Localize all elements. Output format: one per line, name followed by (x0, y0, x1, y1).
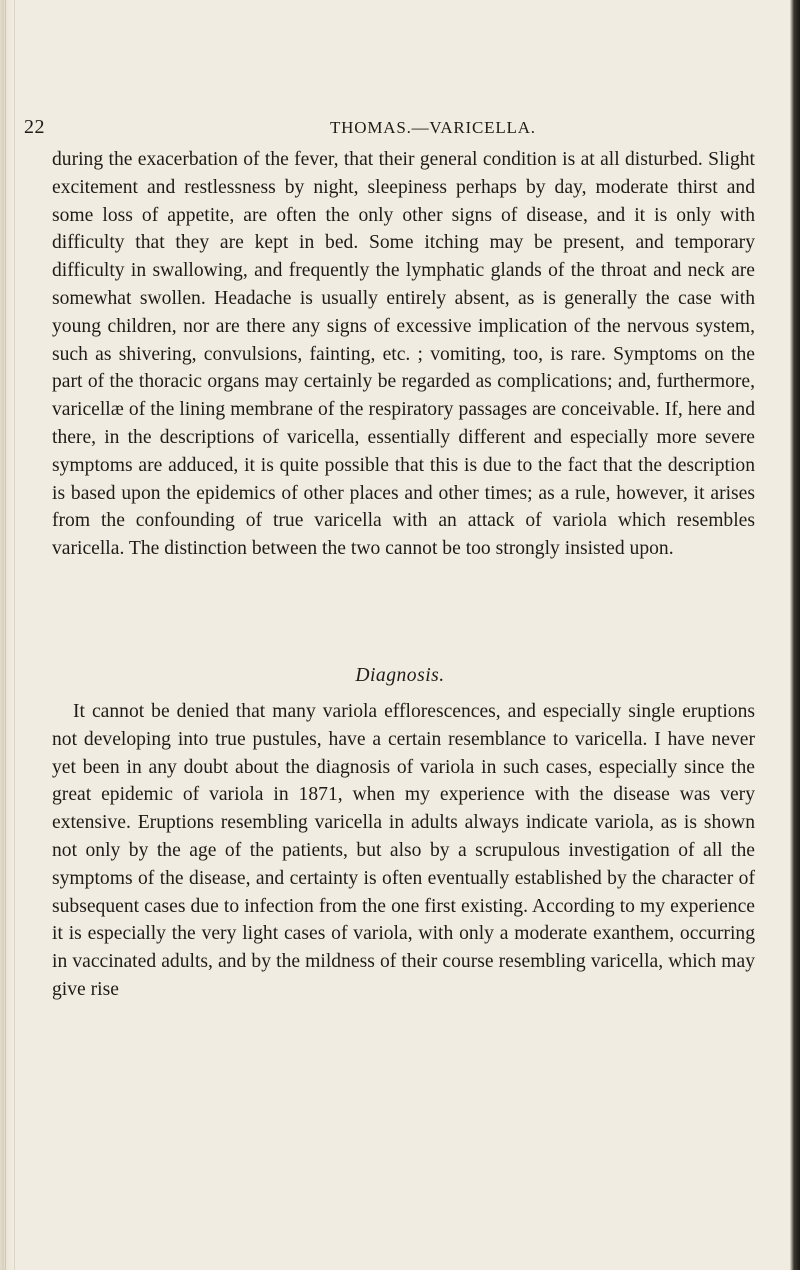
body-paragraph-1: during the exacerbation of the fever, that their general condition is at all disturbed. Slight excitement and restlessness by night, sleepiness perhaps by day, moderate thirst and some loss of appetite, are often the only other signs of disease, and it is only with difficulty that they are kept in bed. Some itching may be present, and temporary difficulty in swallowing, and frequently the lymphatic glands of the throat and neck are somewhat swollen. Headache is usually entirely absent, as is generally the case with young children, nor are there any signs of excessive implication of the nervous system, such as shivering, convulsions, fainting, etc. ; vomiting, too, is rare. Symptoms on the part of the thoracic organs may certainly be regarded as complications; and, furthermore, varicellæ of the lining membrane of the respiratory passages are conceivable. If, here and there, in the descriptions of varicella, essentially different and especially more severe symptoms are adduced, it is quite possible that this is due to the fact that the description is based upon the epidemics of other places and other times; as a rule, however, it arises from the confounding of true varicella with an attack of variola which resembles varicella. The distinction between the two cannot be too strongly insisted upon. (52, 149, 755, 560)
book-binding-edge (5, 0, 15, 1270)
running-head: THOMAS.—VARICELLA. (330, 118, 536, 137)
section-heading-diagnosis: Diagnosis. (355, 665, 445, 686)
page-right-edge (790, 0, 800, 1270)
body-paragraph-2: It cannot be denied that many variola efflorescences, and especially single eruptions not developing into true pustules, have a certain resemblance to varicella. I have never yet been in any doubt about the diagnosis of variola in such cases, especially since the great epidemic of variola in 1871, when my experience with the disease was very extensive. Eruptions resembling varicella in adults always indicate variola, as is shown not only by the age of the patients, but also by a scrupulous investigation of all the symptoms of the disease, and certainty is often eventually established by the character of subsequent cases due to infection from the one first existing. According to my experience it is especially the very light cases of variola, with only a moderate exanthem, occurring in vaccinated adults, and by the mildness of their course resembling varicella, which may give rise (52, 701, 755, 1000)
page-number: 22 (24, 116, 45, 138)
